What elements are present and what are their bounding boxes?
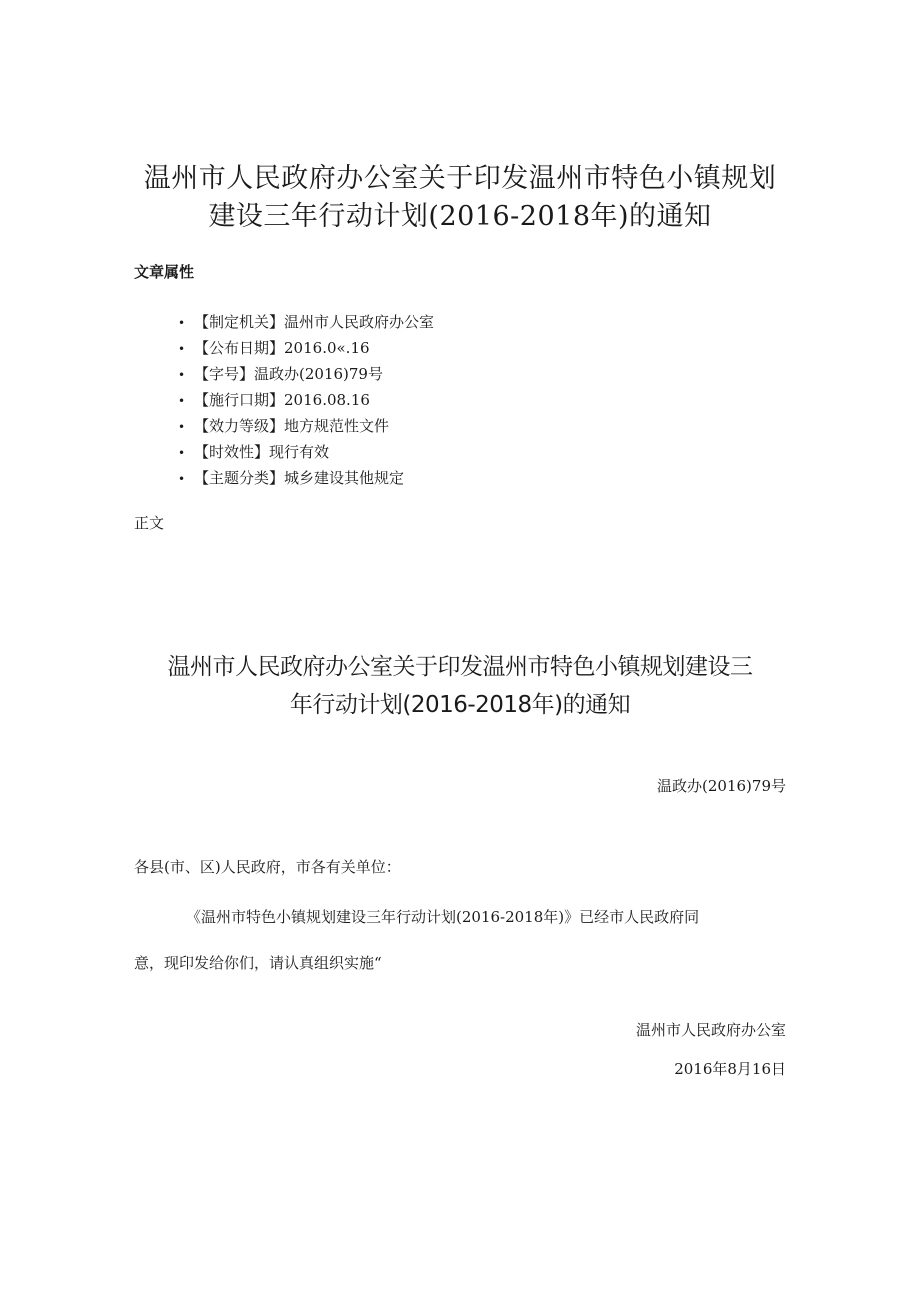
attribute-label: 【时效性】 xyxy=(194,443,270,461)
attribute-value: 2016.0«.16 xyxy=(284,339,370,357)
attribute-value: 温州市人民政府办公室 xyxy=(284,313,435,331)
attribute-label: 【效力等级】 xyxy=(194,417,285,435)
attribute-item-publish-date xyxy=(178,336,434,362)
document-title xyxy=(0,160,920,236)
attribute-item-legal-level xyxy=(178,414,434,440)
bullet-icon: • xyxy=(178,368,186,382)
attribute-item-topic xyxy=(178,466,434,492)
signing-date: 2016年8月16日 xyxy=(674,1060,786,1078)
attribute-item-effective-date xyxy=(178,388,434,414)
bullet-icon: • xyxy=(178,420,186,434)
body-title-line-2: 年行动计划(2016-2018年)的通知 xyxy=(289,692,631,718)
attribute-label: 【公布日期】 xyxy=(194,339,285,357)
attribute-value: 现行有效 xyxy=(269,443,330,461)
attribute-item-issuing-authority xyxy=(178,310,434,336)
attribute-value: 2016.08.16 xyxy=(284,391,370,409)
bullet-icon: • xyxy=(178,446,186,460)
body-paragraph-line-1: 《温州市特色小镇规划建设三年行动计划(2016-2018年)》已经市人民政府同 xyxy=(186,908,700,926)
document-number: 温政办(2016)79号 xyxy=(657,777,786,795)
body-paragraph xyxy=(134,894,786,986)
document-title-line-2: 建设三年行动计划(2016-2018年)的通知 xyxy=(208,201,712,232)
body-title-line-1: 温州市人民政府办公室关于印发温州市特色小镇规划建设三 xyxy=(167,654,753,680)
bullet-icon: • xyxy=(178,316,186,330)
article-attributes-heading: 文章属性 xyxy=(134,263,195,281)
body-section-label: 正文 xyxy=(134,514,165,532)
attribute-label: 【主题分类】 xyxy=(194,469,285,487)
bullet-icon: • xyxy=(178,342,186,356)
attribute-label: 【施行口期】 xyxy=(194,391,285,409)
attribute-item-document-number xyxy=(178,362,434,388)
addressee: 各县(市、区)人民政府，市各有关单位： xyxy=(134,858,401,876)
article-attributes-list xyxy=(178,310,434,492)
attribute-label: 【制定机关】 xyxy=(194,313,285,331)
body-paragraph-line-2: 意，现印发给你们，请认真组织实施“ xyxy=(134,954,382,972)
attribute-item-validity xyxy=(178,440,434,466)
body-title xyxy=(0,648,920,724)
attribute-value: 城乡建设其他规定 xyxy=(284,469,405,487)
attribute-value: 地方规范性文件 xyxy=(284,417,390,435)
signing-authority: 温州市人民政府办公室 xyxy=(635,1021,786,1039)
attribute-value: 温政办(2016)79号 xyxy=(254,365,383,383)
bullet-icon: • xyxy=(178,394,186,408)
document-title-line-1: 温州市人民政府办公室关于印发温州市特色小镇规划 xyxy=(143,163,777,194)
bullet-icon: • xyxy=(178,472,186,486)
attribute-label: 【字号】 xyxy=(194,365,255,383)
